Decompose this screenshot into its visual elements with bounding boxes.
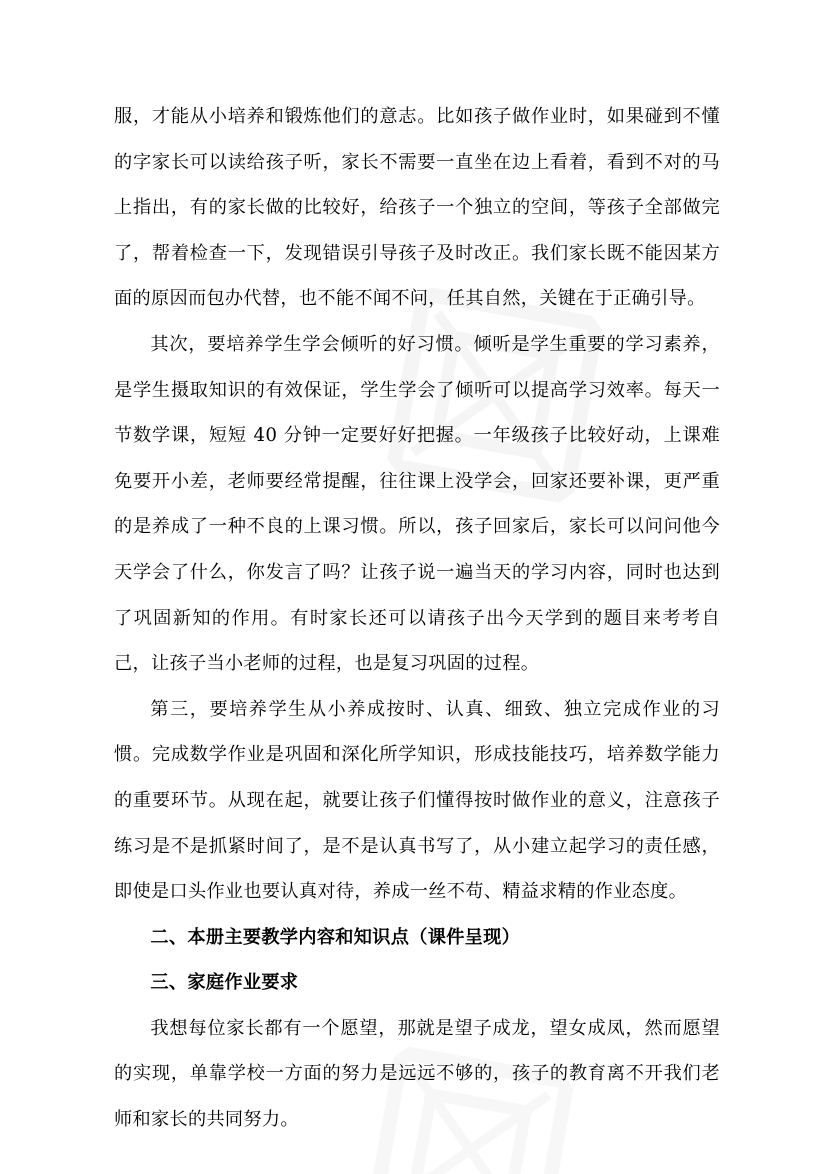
paragraph-continuation: 服，才能从小培养和锻炼他们的意志。比如孩子做作业时，如果碰到不懂的字家长可以读给孩子听，家长不需要一直坐在边上看着，看到不对的马上指出，有的家长做的比较好，给孩子一个独立的空间，等孩子全部做完了，帮着检查一下，发现错误引导孩子及时改正。我们家长既不能因某方面的原因而包办代替，也不能不闻不问，任其自然，关键在于正确引导。 [114,106,720,310]
paragraph-homework-habit: 第三，要培养学生从小养成按时、认真、细致、独立完成作业的习惯。完成数学作业是巩固和深化所学知识，形成技能技巧，培养数学能力的重要环节。从现在起，就要让孩子们懂得按时做作业的意义，注意孩子练习是不是抓紧时间了，是不是认真书写了，从小建立起学习的责任感，即使是口头作业也要认真对待，养成一丝不苟、精益求精的作业态度。 [114,698,720,903]
section-heading-homework-requirements: 三、家庭作业要求 [150,972,299,994]
document-body [114,94,720,1143]
section-heading-teaching-content: 二、本册主要教学内容和知识点（课件呈现） [150,926,521,948]
paragraph-parents-wish: 我想每位家长都有一个愿望，那就是望子成龙，望女成凤，然而愿望的实现，单靠学校一方面的努力是远远不够的，孩子的教育离不开我们老师和家长的共同努力。 [114,1017,720,1131]
paragraph-listening-habit: 其次，要培养学生学会倾听的好习惯。倾听是学生重要的学习素养，是学生摄取知识的有效保证，学生学会了倾听可以提高学习效率。每天一节数学课，短短 40 分钟一定要好好把握。一年级孩子比较好动，上课难免要开小差，老师要经常提醒，往往课上没学会，回家还要补课，更严重的是养成了一种不良的上课习惯。所以，孩子回家后，家长可以问问他今天学会了什么，你发言了吗？让孩子说一遍当天的学习内容，同时也达到了巩固新知的作用。有时家长还可以请孩子出今天学到的题目来考考自己，让孩子当小老师的过程，也是复习巩固的过程。 [114,333,720,675]
